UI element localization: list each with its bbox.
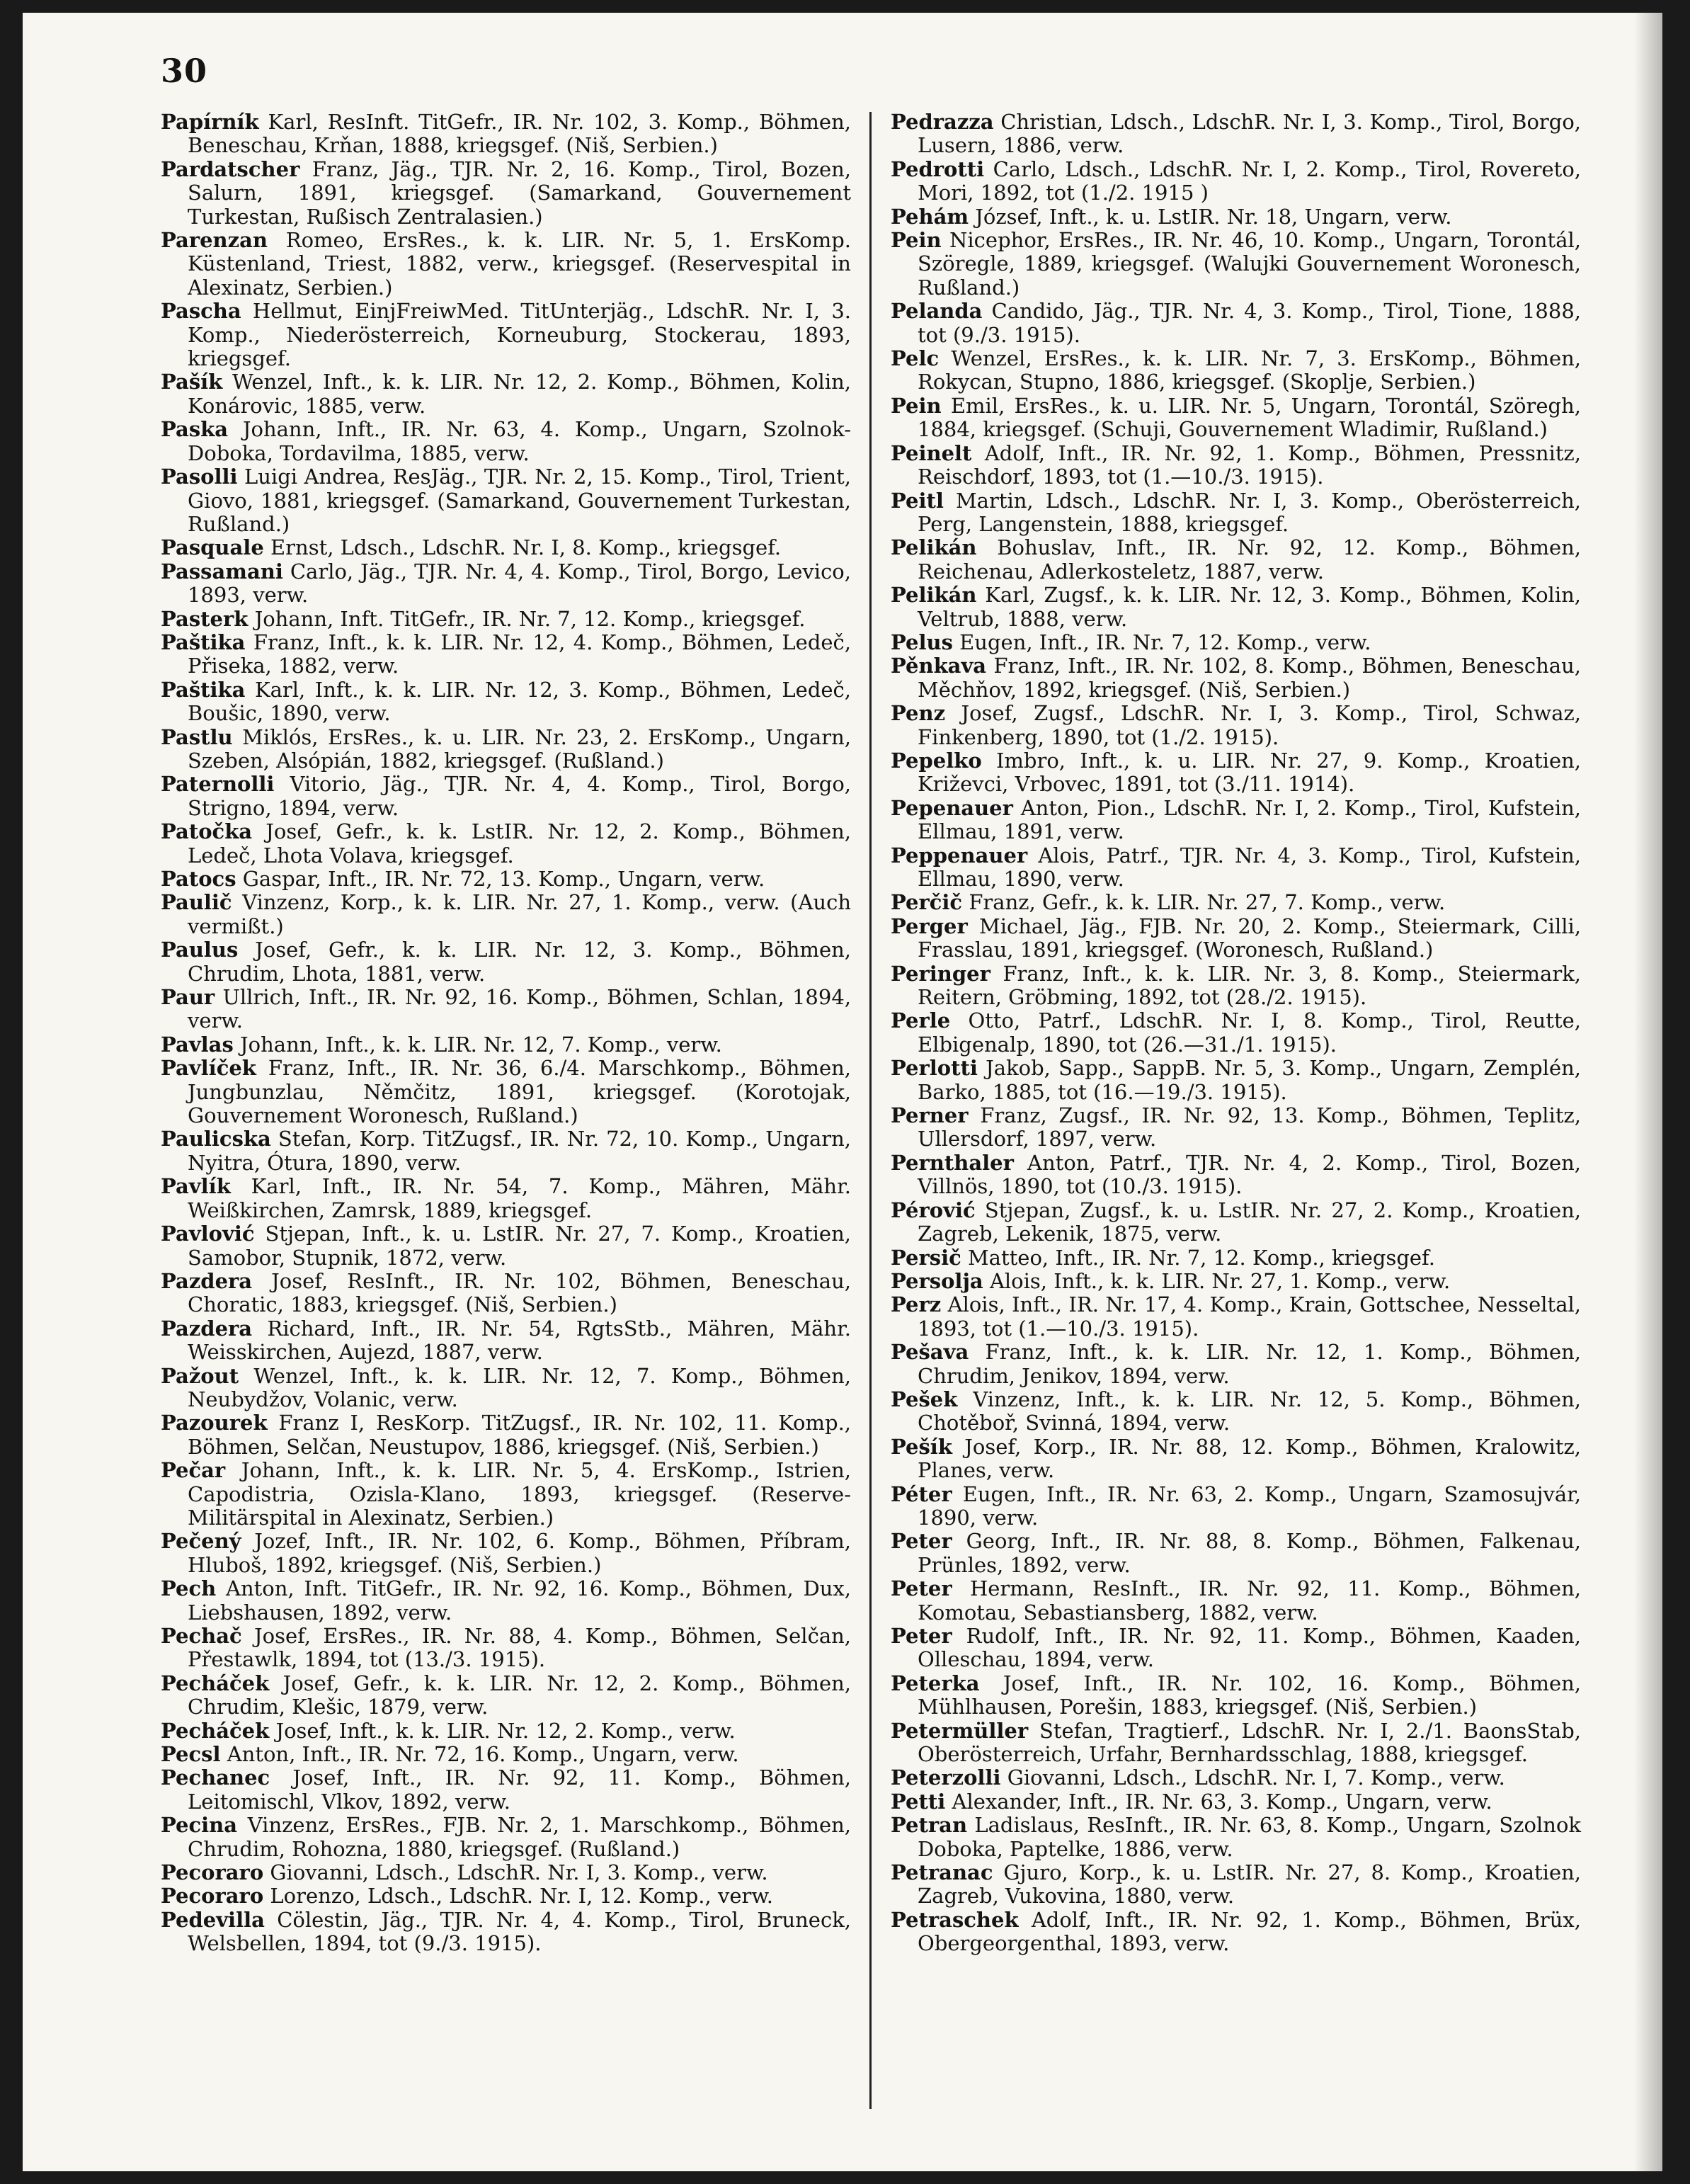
list-entry (891, 489, 1581, 537)
entry-details: Christian, Ldsch., LdschR. Nr. I, 3. Komp., Tirol, Borgo, Lusern, 1886, verw. (918, 110, 1582, 158)
right-column (891, 110, 1581, 1956)
entry-details: Giovanni, Ldsch., LdschR. Nr. I, 3. Komp., verw. (270, 1860, 768, 1885)
list-entry (161, 370, 851, 418)
entry-details: Josef, Zugsf., LdschR. Nr. I, 3. Komp., Tirol, Schwaz, Finkenberg, 1890, tot (1./2. 1915). (918, 701, 1582, 749)
list-entry (891, 1270, 1581, 1293)
entry-surname: Pelus (891, 630, 953, 654)
list-entry (891, 702, 1581, 749)
list-entry (161, 868, 851, 891)
entry-details: József, Inft., k. u. LstIR. Nr. 18, Ungarn, verw. (975, 204, 1452, 229)
list-entry (891, 394, 1581, 442)
list-entry (891, 631, 1581, 654)
list-entry (161, 631, 851, 678)
entry-details: Josef, Gefr., k. k. LstIR. Nr. 12, 2. Komp., Böhmen, Ledeč, Lhota Volava, kriegsgef. (188, 819, 851, 868)
list-entry (891, 1625, 1581, 1672)
entry-details: Alexander, Inft., IR. Nr. 63, 3. Komp., Ungarn, verw. (952, 1789, 1492, 1814)
entry-surname: Perner (891, 1103, 969, 1128)
column-divider (869, 112, 872, 2109)
entry-details: Johann, Inft. TitGefr., IR. Nr. 7, 12. Komp., kriegsgef. (254, 606, 806, 631)
entry-surname: Pardatscher (161, 157, 300, 181)
list-entry (891, 1530, 1581, 1577)
entry-details: Matteo, Inft., IR. Nr. 7, 12. Komp., kriegsgef. (967, 1245, 1435, 1270)
entry-details: Franz, Jäg., TJR. Nr. 2, 16. Komp., Tirol, Bozen, Salurn, 1891, kriegsgef. (Samarkand, Gouvernement Turkestan, Rußisch Zentralasien.) (188, 157, 852, 229)
entry-details: Vitorio, Jäg., TJR. Nr. 4, 4. Komp., Tirol, Borgo, Strigno, 1894, verw. (188, 772, 851, 820)
entry-surname: Perger (891, 914, 968, 938)
entry-surname: Papírník (161, 110, 259, 134)
entry-surname: Pech (161, 1576, 217, 1601)
list-entry (891, 158, 1581, 205)
entry-surname: Perčič (891, 890, 963, 915)
entry-details: Johann, Inft., k. k. LIR. Nr. 5, 4. ErsKomp., Istrien, Capodistria, Ozisla-Klano, 1893, kriegsgef. (Reserve-Militärspital in Alexinatz, Serbien.) (188, 1458, 852, 1530)
entry-surname: Pazdera (161, 1268, 253, 1293)
entry-details: Alois, Patrf., TJR. Nr. 4, 3. Komp., Tirol, Kufstein, Ellmau, 1890, verw. (918, 843, 1581, 891)
list-entry (891, 205, 1581, 229)
entry-surname: Pein (891, 393, 942, 418)
list-entry (161, 1577, 851, 1625)
list-entry (891, 1199, 1581, 1246)
entry-details: Franz, Zugsf., IR. Nr. 92, 13. Komp., Böhmen, Teplitz, Ullersdorf, 1897, verw. (918, 1103, 1581, 1151)
entry-surname: Petran (891, 1813, 968, 1838)
entry-details: Eugen, Inft., IR. Nr. 63, 2. Komp., Ungarn, Szamosujvár, 1890, verw. (918, 1481, 1582, 1530)
entry-details: Franz, Inft., k. k. LIR. Nr. 12, 4. Komp., Böhmen, Ledeč, Přiseka, 1882, verw. (188, 630, 851, 678)
list-entry (891, 229, 1581, 300)
entry-surname: Pažout (161, 1363, 239, 1388)
entry-surname: Peterzolli (891, 1765, 1001, 1790)
list-entry (161, 891, 851, 938)
entry-details: Josef, Gefr., k. k. LIR. Nr. 12, 3. Komp., Böhmen, Chrudim, Lhota, 1881, verw. (188, 938, 852, 986)
entry-surname: Peterka (891, 1671, 980, 1695)
list-entry (161, 1766, 851, 1814)
list-entry (891, 1766, 1581, 1790)
entry-surname: Pečený (161, 1529, 241, 1554)
list-entry (891, 1909, 1581, 1956)
entry-surname: Pelikán (891, 583, 977, 608)
entry-surname: Peppenauer (891, 843, 1028, 868)
list-entry (891, 584, 1581, 631)
list-entry (891, 654, 1581, 702)
entry-details: Josef, Inft., k. k. LIR. Nr. 12, 2. Komp., verw. (275, 1718, 736, 1743)
entry-surname: Pechač (161, 1624, 242, 1648)
entry-details: Cölestin, Jäg., TJR. Nr. 4, 4. Komp., Tirol, Bruneck, Welsbellen, 1894, tot (9./3. 1915). (188, 1907, 851, 1956)
list-entry (161, 986, 851, 1033)
entry-details: Emil, ErsRes., k. u. LIR. Nr. 5, Ungarn, Torontál, Szöregh, 1884, kriegsgef. (Schuji, Gouvernement Wladimir, Rußland.) (918, 393, 1581, 442)
entry-surname: Patocs (161, 867, 236, 891)
entry-details: Alois, Inft., IR. Nr. 17, 4. Komp., Krain, Gottschee, Nesseltal, 1893, tot (1.—10./3. 1915). (918, 1292, 1581, 1341)
entry-surname: Peter (891, 1624, 952, 1648)
list-entry (891, 110, 1581, 158)
entry-surname: Pasolli (161, 465, 238, 489)
entry-details: Anton, Patrf., TJR. Nr. 4, 2. Komp., Tirol, Bozen, Villnös, 1890, tot (10./3. 1915). (918, 1150, 1582, 1199)
entry-details: Franz, Inft., IR. Nr. 36, 6./4. Marschkomp., Böhmen, Jungbunzlau, Němčitz, 1891, kriegsgef. (Korotojak, Gouvernement Woronesch, Rußland.) (188, 1056, 851, 1128)
list-entry (891, 1104, 1581, 1151)
entry-details: Anton, Inft., IR. Nr. 72, 16. Komp., Ungarn, verw. (227, 1742, 739, 1767)
list-entry (891, 1483, 1581, 1530)
entry-details: Miklós, ErsRes., k. u. LIR. Nr. 23, 2. ErsKomp., Ungarn, Szeben, Alsópián, 1882, kriegsgef. (Rußland.) (188, 724, 852, 773)
entry-surname: Pecháček (161, 1718, 270, 1743)
entry-details: Richard, Inft., IR. Nr. 54, RgtsStb., Mähren, Mähr. Weisskirchen, Aujezd, 1887, verw. (188, 1316, 851, 1365)
list-entry (161, 1672, 851, 1719)
entry-surname: Paska (161, 417, 229, 442)
entry-details: Franz, Gefr., k. k. LIR. Nr. 27, 7. Komp., verw. (969, 890, 1446, 915)
entry-surname: Pecsl (161, 1742, 221, 1767)
list-entry (891, 1719, 1581, 1767)
entry-details: Franz I, ResKorp. TitZugsf., IR. Nr. 102, 11. Komp., Böhmen, Selčan, Neustupov, 1886, kriegsgef. (Niš, Serbien.) (188, 1411, 852, 1459)
entry-surname: Pecoraro (161, 1884, 264, 1909)
page-number: 30 (161, 52, 208, 90)
list-entry (161, 1270, 851, 1317)
entry-surname: Pehám (891, 204, 969, 229)
entry-surname: Pepenauer (891, 795, 1013, 820)
entry-surname: Perz (891, 1292, 942, 1317)
entry-details: Lorenzo, Ldsch., LdschR. Nr. I, 12. Komp., verw. (270, 1884, 773, 1909)
list-entry (161, 938, 851, 986)
entry-details: Josef, Inft., IR. Nr. 92, 11. Komp., Böhmen, Leitomischl, Vlkov, 1892, verw. (188, 1765, 852, 1814)
entry-details: Johann, Inft., k. k. LIR. Nr. 12, 7. Komp., verw. (240, 1032, 722, 1057)
entry-surname: Perlotti (891, 1056, 978, 1081)
entry-surname: Persolja (891, 1268, 983, 1293)
list-entry (161, 1057, 851, 1127)
left-column (161, 110, 851, 1956)
list-entry (891, 1341, 1581, 1388)
entry-surname: Peter (891, 1576, 952, 1601)
entry-details: Imbro, Inft., k. u. LIR. Nr. 27, 9. Komp., Kroatien, Križevci, Vrbovec, 1891, tot (3./11. 1914). (918, 748, 1582, 797)
list-entry (891, 1057, 1581, 1104)
list-entry (891, 1672, 1581, 1719)
entry-details: Luigi Andrea, ResJäg., TJR. Nr. 2, 15. Komp., Tirol, Trient, Giovo, 1881, kriegsgef. (Samarkand, Gouvernement Turkestan, Rußland.) (188, 465, 852, 536)
entry-details: Ladislaus, ResInft., IR. Nr. 63, 8. Komp., Ungarn, Szolnok Doboka, Paptelke, 1886, verw. (918, 1813, 1581, 1861)
entry-details: Nicephor, ErsRes., IR. Nr. 46, 10. Komp., Ungarn, Torontál, Szöregle, 1889, kriegsgef. (Walujki Gouvernement Woronesch, Rußland.) (918, 228, 1581, 300)
list-entry (891, 962, 1581, 1010)
list-entry (161, 300, 851, 370)
list-entry (161, 1814, 851, 1861)
entry-surname: Pecoraro (161, 1860, 264, 1885)
list-entry (161, 1033, 851, 1057)
list-entry (161, 1175, 851, 1222)
entry-details: Hermann, ResInft., IR. Nr. 92, 11. Komp., Böhmen, Komotau, Sebastiansberg, 1882, verw. (918, 1576, 1581, 1625)
entry-surname: Pernthaler (891, 1150, 1014, 1175)
list-entry (161, 1743, 851, 1766)
entry-details: Stefan, Korp. TitZugsf., IR. Nr. 72, 10. Komp., Ungarn, Nyitra, Ótura, 1890, verw. (188, 1127, 851, 1175)
entry-surname: Pešík (891, 1434, 952, 1459)
entry-details: Vinzenz, ErsRes., FJB. Nr. 2, 1. Marschkomp., Böhmen, Chrudim, Rohozna, 1880, kriegsgef. (Rußland.) (188, 1813, 852, 1861)
entry-surname: Pastlu (161, 724, 233, 749)
list-entry (161, 726, 851, 773)
entry-surname: Pešava (891, 1340, 969, 1365)
entry-surname: Perle (891, 1008, 951, 1033)
entry-surname: Paulič (161, 890, 232, 915)
entry-details: Georg, Inft., IR. Nr. 88, 8. Komp., Böhmen, Falkenau, Prünles, 1892, verw. (918, 1529, 1581, 1577)
page-edge-shadow (1634, 13, 1662, 2171)
entry-details: Jakob, Sapp., SappB. Nr. 5, 3. Komp., Ungarn, Zemplén, Barko, 1885, tot (16.—19./3. 1915). (918, 1056, 1582, 1104)
entry-details: Jozef, Inft., IR. Nr. 102, 6. Komp., Böhmen, Příbram, Hluboš, 1892, kriegsgef. (Niš, Serbien.) (188, 1529, 851, 1577)
list-entry (161, 1365, 851, 1412)
entry-surname: Pavlíček (161, 1056, 256, 1081)
entry-surname: Pechanec (161, 1765, 270, 1790)
list-entry (891, 1151, 1581, 1199)
entry-details: Josef, Gefr., k. k. LIR. Nr. 12, 2. Komp., Böhmen, Chrudim, Klešic, 1879, verw. (188, 1671, 851, 1719)
list-entry (161, 1222, 851, 1270)
list-entry (891, 844, 1581, 892)
entry-details: Josef, ErsRes., IR. Nr. 88, 4. Komp., Böhmen, Selčan, Přestawlk, 1894, tot (13./3. 1915). (188, 1624, 852, 1672)
list-entry (891, 749, 1581, 797)
list-entry (891, 1293, 1581, 1341)
entry-surname: Pavlas (161, 1032, 234, 1057)
entry-surname: Parenzan (161, 228, 268, 253)
entry-details: Adolf, Inft., IR. Nr. 92, 1. Komp., Böhmen, Brüx, Obergeorgenthal, 1893, verw. (918, 1907, 1582, 1956)
entry-details: Karl, Zugsf., k. k. LIR. Nr. 12, 3. Komp., Böhmen, Kolin, Veltrub, 1888, verw. (918, 583, 1581, 631)
entry-surname: Petranac (891, 1860, 993, 1885)
entry-details: Otto, Patrf., LdschR. Nr. I, 8. Komp., Tirol, Reutte, Elbigenalp, 1890, tot (26.—31./1. 1915). (918, 1008, 1581, 1057)
entry-details: Franz, Inft., k. k. LIR. Nr. 3, 8. Komp., Steiermark, Reitern, Gröbming, 1892, tot (28./2. 1915). (918, 961, 1582, 1010)
list-entry (891, 1790, 1581, 1814)
entry-details: Adolf, Inft., IR. Nr. 92, 1. Komp., Böhmen, Pressnitz, Reischdorf, 1893, tot (1.—10./3. 1915). (918, 440, 1582, 489)
entry-details: Anton, Pion., LdschR. Nr. I, 2. Komp., Tirol, Kufstein, Ellmau, 1891, verw. (918, 795, 1581, 844)
entry-details: Josef, Inft., IR. Nr. 102, 16. Komp., Böhmen, Mühlhausen, Porešin, 1883, kriegsgef. (Niš, Serbien.) (918, 1671, 1582, 1719)
entry-surname: Pedrotti (891, 157, 985, 181)
entry-surname: Petraschek (891, 1907, 1019, 1932)
list-entry (891, 1577, 1581, 1625)
entry-surname: Penz (891, 701, 946, 726)
list-entry (161, 418, 851, 465)
list-entry (891, 300, 1581, 347)
entry-surname: Pelanda (891, 299, 983, 324)
entry-surname: Persič (891, 1245, 961, 1270)
entry-surname: Paulus (161, 938, 239, 962)
entry-surname: Paštika (161, 630, 246, 654)
entry-details: Anton, Inft. TitGefr., IR. Nr. 92, 16. Komp., Böhmen, Dux, Liebshausen, 1892, verw. (188, 1576, 851, 1625)
entry-details: Franz, Inft., IR. Nr. 102, 8. Komp., Böhmen, Beneschau, Měchňov, 1892, kriegsgef. (Niš, Serbien.) (918, 654, 1581, 702)
entry-details: Candido, Jäg., TJR. Nr. 4, 3. Komp., Tirol, Tione, 1888, tot (9./3. 1915). (918, 299, 1582, 347)
entry-surname: Paternolli (161, 772, 275, 797)
entry-details: Wenzel, ErsRes., k. k. LIR. Nr. 7, 3. ErsKomp., Böhmen, Rokycan, Stupno, 1886, kriegsgef. (Skoplje, Serbien.) (918, 346, 1581, 394)
entry-surname: Pěnkava (891, 654, 987, 678)
list-entry (891, 1435, 1581, 1483)
entry-surname: Pasterk (161, 606, 249, 631)
entry-surname: Peinelt (891, 440, 972, 465)
entry-surname: Pavlík (161, 1174, 231, 1199)
entry-surname: Pašík (161, 370, 223, 394)
entry-details: Stefan, Tragtierf., LdschR. Nr. I, 2./1. BaonsStab, Oberösterreich, Urfahr, Bernhardsschlag, 1888, kriegsgef. (918, 1718, 1582, 1767)
entry-surname: Pedevilla (161, 1907, 265, 1932)
list-entry (161, 1459, 851, 1530)
entry-surname: Pelc (891, 346, 940, 371)
entry-details: Karl, ResInft. TitGefr., IR. Nr. 102, 3. Komp., Böhmen, Beneschau, Krňan, 1888, kriegsgef. (Niš, Serbien.) (188, 110, 851, 158)
entry-details: Vinzenz, Korp., k. k. LIR. Nr. 27, 1. Komp., verw. (Auch vermißt.) (188, 890, 852, 938)
entry-details: Karl, Inft., IR. Nr. 54, 7. Komp., Mähren, Mähr. Weißkirchen, Zamrsk, 1889, kriegsgef. (188, 1174, 852, 1222)
entry-surname: Pazourek (161, 1411, 268, 1435)
entry-details: Franz, Inft., k. k. LIR. Nr. 12, 1. Komp., Böhmen, Chrudim, Jenikov, 1894, verw. (918, 1340, 1581, 1388)
list-entry (891, 797, 1581, 844)
entry-surname: Pavlović (161, 1222, 255, 1246)
entry-details: Carlo, Jäg., TJR. Nr. 4, 4. Komp., Tirol, Borgo, Levico, 1893, verw. (188, 559, 851, 608)
list-entry (161, 820, 851, 868)
list-entry (891, 1009, 1581, 1057)
list-entry (161, 1530, 851, 1577)
list-entry (161, 465, 851, 536)
entry-surname: Pascha (161, 299, 241, 324)
entry-surname: Pepelko (891, 748, 982, 773)
entry-details: Karl, Inft., k. k. LIR. Nr. 12, 3. Komp., Böhmen, Ledeč, Boušic, 1890, verw. (188, 677, 852, 726)
entry-surname: Peter (891, 1529, 952, 1554)
entry-surname: Pein (891, 228, 942, 253)
list-entry (891, 347, 1581, 394)
list-entry (161, 773, 851, 820)
list-entry (891, 442, 1581, 489)
list-entry (891, 1388, 1581, 1435)
entry-details: Carlo, Ldsch., LdschR. Nr. I, 2. Komp., Tirol, Rovereto, Mori, 1892, tot (1./2. 1915 ) (918, 157, 1582, 205)
list-entry (891, 536, 1581, 584)
entry-details: Romeo, ErsRes., k. k. LIR. Nr. 5, 1. ErsKomp. Küstenland, Triest, 1882, verw., kriegsgef. (Reservespital in Alexinatz, Serbien.) (188, 228, 852, 300)
entry-surname: Pelikán (891, 535, 977, 560)
entry-surname: Pazdera (161, 1316, 253, 1341)
list-entry (891, 915, 1581, 962)
list-entry (891, 1861, 1581, 1909)
list-entry (161, 1411, 851, 1459)
list-entry (891, 891, 1581, 914)
entry-surname: Peringer (891, 961, 990, 986)
entry-surname: Paur (161, 985, 215, 1010)
entry-surname: Patočka (161, 819, 253, 844)
entry-surname: Paštika (161, 677, 246, 702)
list-entry (161, 1625, 851, 1672)
entry-surname: Petti (891, 1789, 946, 1814)
list-entry (161, 678, 851, 726)
entry-details: Eugen, Inft., IR. Nr. 7, 12. Komp., verw. (959, 630, 1371, 654)
entry-details: Ullrich, Inft., IR. Nr. 92, 16. Komp., Böhmen, Schlan, 1894, verw. (188, 985, 851, 1033)
list-entry (161, 1317, 851, 1365)
list-entry (161, 1861, 851, 1884)
list-entry (161, 1127, 851, 1175)
entry-surname: Peitl (891, 488, 944, 513)
entry-details: Alois, Inft., k. k. LIR. Nr. 27, 1. Komp., verw. (989, 1268, 1451, 1293)
entry-details: Giovanni, Ldsch., LdschR. Nr. I, 7. Komp., verw. (1007, 1765, 1505, 1790)
list-entry (161, 110, 851, 158)
entry-surname: Pešek (891, 1387, 958, 1411)
entry-details: Rudolf, Inft., IR. Nr. 92, 11. Komp., Böhmen, Kaaden, Olleschau, 1894, verw. (918, 1624, 1581, 1672)
entry-details: Josef, Korp., IR. Nr. 88, 12. Komp., Böhmen, Kralowitz, Planes, verw. (918, 1434, 1582, 1483)
entry-details: Gaspar, Inft., IR. Nr. 72, 13. Komp., Ungarn, verw. (242, 867, 765, 891)
list-entry (161, 1909, 851, 1956)
entry-surname: Pedrazza (891, 110, 994, 134)
list-entry (891, 1246, 1581, 1270)
entry-surname: Petermüller (891, 1718, 1029, 1743)
entry-surname: Pecina (161, 1813, 238, 1838)
list-entry (161, 560, 851, 608)
entry-details: Johann, Inft., IR. Nr. 63, 4. Komp., Ungarn, Szolnok-Doboka, Tordavilma, 1885, verw. (188, 417, 851, 465)
entry-surname: Pasquale (161, 535, 264, 560)
entry-details: Vinzenz, Inft., k. k. LIR. Nr. 12, 5. Komp., Böhmen, Chotěboř, Svinná, 1894, verw. (918, 1387, 1581, 1435)
entry-details: Stjepan, Zugsf., k. u. LstIR. Nr. 27, 2. Komp., Kroatien, Zagreb, Lekenik, 1875, verw. (918, 1198, 1581, 1246)
list-entry (161, 158, 851, 229)
entry-details: Gjuro, Korp., k. u. LstIR. Nr. 27, 8. Komp., Kroatien, Zagreb, Vukovina, 1880, verw. (918, 1860, 1582, 1909)
list-entry (161, 1719, 851, 1743)
list-entry (161, 608, 851, 631)
list-entry (161, 536, 851, 559)
entry-details: Bohuslav, Inft., IR. Nr. 92, 12. Komp., Böhmen, Reichenau, Adlerkosteletz, 1887, verw. (918, 535, 1581, 584)
list-entry (891, 1814, 1581, 1861)
entry-surname: Pérović (891, 1198, 976, 1222)
list-entry (161, 1884, 851, 1908)
entry-surname: Péter (891, 1481, 952, 1506)
entry-details: Wenzel, Inft., k. k. LIR. Nr. 12, 2. Komp., Böhmen, Kolin, Konárovic, 1885, verw. (188, 370, 852, 418)
entry-details: Hellmut, EinjFreiwMed. TitUnterjäg., LdschR. Nr. I, 3. Komp., Niederösterreich, Korneuburg, Stockerau, 1893, kriegsgef. (188, 299, 851, 371)
entry-details: Ernst, Ldsch., LdschR. Nr. I, 8. Komp., kriegsgef. (270, 535, 782, 560)
entry-surname: Passamani (161, 559, 283, 584)
list-entry (161, 229, 851, 300)
entry-details: Michael, Jäg., FJB. Nr. 20, 2. Komp., Steiermark, Cilli, Frasslau, 1891, kriegsgef. (Woronesch, Rußland.) (918, 914, 1581, 962)
page-sheet (23, 13, 1662, 2171)
entry-details: Stjepan, Inft., k. u. LstIR. Nr. 27, 7. Komp., Kroatien, Samobor, Stupnik, 1872, verw. (188, 1222, 851, 1270)
entry-surname: Pecháček (161, 1671, 270, 1695)
entry-details: Josef, ResInft., IR. Nr. 102, Böhmen, Beneschau, Choratic, 1883, kriegsgef. (Niš, Serbien.) (188, 1268, 851, 1317)
entry-surname: Paulicska (161, 1127, 271, 1151)
entry-details: Wenzel, Inft., k. k. LIR. Nr. 12, 7. Komp., Böhmen, Neubydžov, Volanic, verw. (188, 1363, 851, 1411)
entry-surname: Pečar (161, 1458, 226, 1483)
entry-details: Martin, Ldsch., LdschR. Nr. I, 3. Komp., Oberösterreich, Perg, Langenstein, 1888, kriegsgef. (918, 488, 1582, 536)
